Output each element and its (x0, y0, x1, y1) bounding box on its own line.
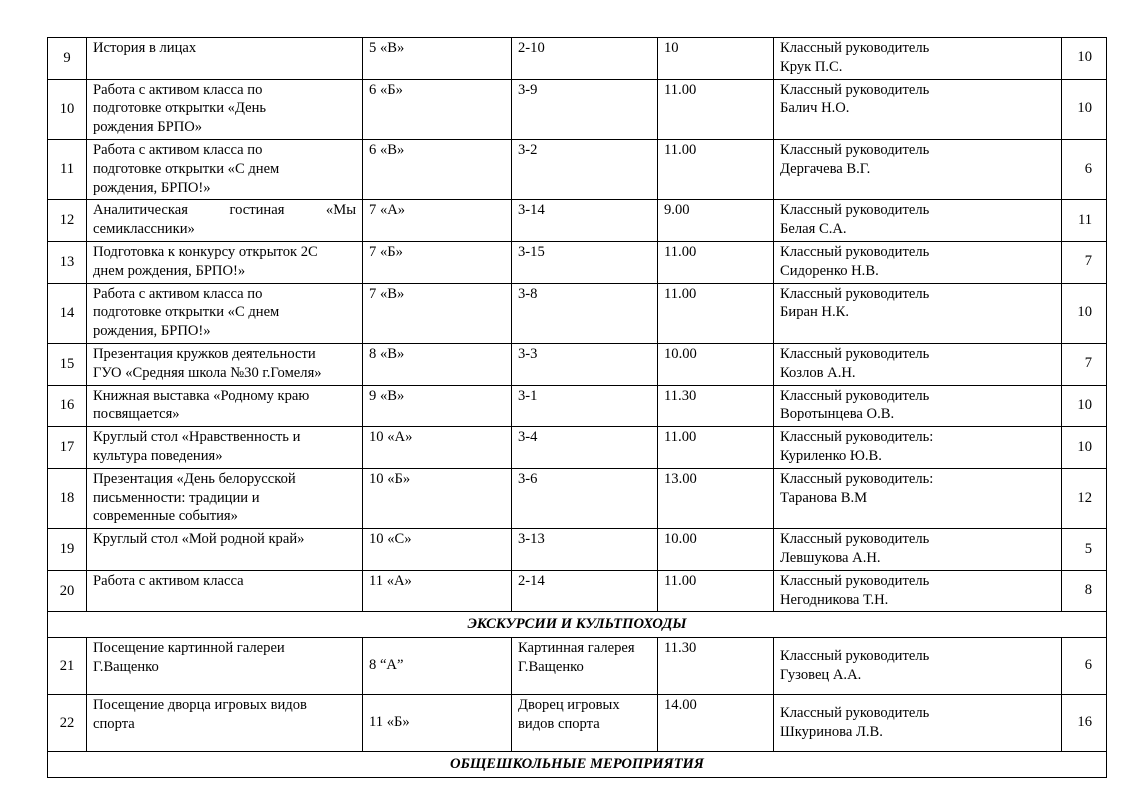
time: 10 (658, 38, 774, 80)
room-line: 3-6 (518, 470, 538, 487)
responsible-line: Козлов А.Н. (780, 364, 856, 381)
row-number: 21 (48, 638, 87, 695)
row-number: 17 (48, 427, 87, 469)
class-name: 10 «Б» (363, 468, 512, 528)
time: 13.00 (658, 468, 774, 528)
responsible (774, 343, 1062, 385)
event-title-line: Подготовка к конкурсу открыток 2С (93, 243, 318, 260)
responsible-line: Дергачева В.Г. (780, 160, 871, 177)
participant-count: 8 (1062, 570, 1107, 612)
room-line: видов спорта (518, 716, 600, 733)
participant-count: 10 (1062, 427, 1107, 469)
row-number: 22 (48, 695, 87, 752)
time: 11.00 (658, 427, 774, 469)
class-name: 7 «А» (363, 200, 512, 242)
row-number: 14 (48, 283, 87, 343)
room-line: 3-8 (518, 285, 538, 302)
room-line: Г.Ващенко (518, 659, 584, 676)
responsible (774, 79, 1062, 139)
event-title-line: посвящается» (93, 406, 180, 423)
class-name: 11 «А» (363, 570, 512, 612)
event-title (87, 38, 363, 80)
responsible-line: Шкуринова Л.В. (780, 723, 883, 740)
responsible-line: Классный руководитель (780, 81, 930, 98)
table-row (48, 139, 1107, 199)
room (512, 343, 658, 385)
time: 10.00 (658, 343, 774, 385)
section-row (48, 612, 1107, 638)
time: 11.00 (658, 79, 774, 139)
participant-count: 11 (1062, 200, 1107, 242)
time: 9.00 (658, 200, 774, 242)
event-title-line: Посещение дворца игровых видов (93, 697, 307, 714)
responsible-line: Классный руководитель (780, 531, 930, 548)
responsible-line: Классный руководитель (780, 387, 930, 404)
event-title-line: Посещение картинной галереи (93, 640, 285, 657)
room (512, 427, 658, 469)
event-title-line: Аналитическая гостиная «Мы (93, 202, 356, 219)
room (512, 283, 658, 343)
event-title (87, 343, 363, 385)
participant-count: 12 (1062, 468, 1107, 528)
responsible-line: Куриленко Ю.В. (780, 447, 882, 464)
room-line: 3-9 (518, 81, 538, 98)
class-name: 8 «В» (363, 343, 512, 385)
class-name: 10 «А» (363, 427, 512, 469)
event-title (87, 529, 363, 571)
event-title-line: спорта (93, 716, 135, 733)
event-title-line: современные события» (93, 508, 238, 525)
event-title (87, 638, 363, 695)
room (512, 695, 658, 752)
responsible-line: Классный руководитель (780, 243, 930, 260)
event-title (87, 200, 363, 242)
class-name: 7 «В» (363, 283, 512, 343)
table-row (48, 570, 1107, 612)
event-title-line: Презентация кружков деятельности (93, 345, 316, 362)
participant-count: 6 (1062, 139, 1107, 199)
section-heading-excursions: ЭКСКУРСИИ И КУЛЬТПОХОДЫ (48, 612, 1107, 638)
class-name: 5 «В» (363, 38, 512, 80)
room-line: 2-14 (518, 572, 545, 589)
table-row (48, 695, 1107, 752)
table-row (48, 468, 1107, 528)
participant-count: 16 (1062, 695, 1107, 752)
room (512, 79, 658, 139)
room-line: Картинная галерея (518, 640, 635, 657)
table-row (48, 79, 1107, 139)
row-number: 15 (48, 343, 87, 385)
responsible (774, 529, 1062, 571)
participant-count: 10 (1062, 79, 1107, 139)
event-title-line: письменности: традиции и (93, 489, 260, 506)
responsible-line: Классный руководитель: (780, 470, 934, 487)
table-row (48, 200, 1107, 242)
responsible-line: Классный руководитель (780, 202, 930, 219)
responsible-line: Классный руководитель (780, 345, 930, 362)
responsible (774, 427, 1062, 469)
room (512, 139, 658, 199)
event-title (87, 695, 363, 752)
responsible (774, 241, 1062, 283)
responsible (774, 200, 1062, 242)
table-row (48, 283, 1107, 343)
responsible (774, 695, 1062, 752)
time: 11.30 (658, 638, 774, 695)
room-line: 3-14 (518, 202, 545, 219)
class-name: 6 «В» (363, 139, 512, 199)
room-line: 3-3 (518, 345, 538, 362)
table-row (48, 529, 1107, 571)
participant-count: 10 (1062, 38, 1107, 80)
room-line: 3-2 (518, 141, 538, 158)
participant-count: 10 (1062, 283, 1107, 343)
schedule-body (48, 38, 1107, 778)
event-title-line: рождения, БРПО!» (93, 179, 211, 196)
row-number: 12 (48, 200, 87, 242)
responsible-line: Гузовец А.А. (780, 666, 862, 683)
class-name: 7 «Б» (363, 241, 512, 283)
class-name: 11 «Б» (363, 695, 512, 752)
room (512, 200, 658, 242)
responsible-line: Белая С.А. (780, 221, 847, 238)
room (512, 38, 658, 80)
participant-count: 5 (1062, 529, 1107, 571)
responsible-line: Балич Н.О. (780, 100, 850, 117)
event-title (87, 468, 363, 528)
event-title-line: рождения, БРПО!» (93, 323, 211, 340)
time: 11.00 (658, 139, 774, 199)
time: 14.00 (658, 695, 774, 752)
participant-count: 7 (1062, 343, 1107, 385)
responsible (774, 638, 1062, 695)
room (512, 638, 658, 695)
responsible-line: Классный руководитель (780, 285, 930, 302)
row-number: 19 (48, 529, 87, 571)
row-number: 9 (48, 38, 87, 80)
row-number: 10 (48, 79, 87, 139)
row-number: 18 (48, 468, 87, 528)
responsible-line: Классный руководитель (780, 572, 930, 589)
room (512, 570, 658, 612)
class-name: 9 «В» (363, 385, 512, 427)
section-row (48, 752, 1107, 778)
room (512, 241, 658, 283)
table-row (48, 385, 1107, 427)
time: 11.00 (658, 570, 774, 612)
time: 11.00 (658, 283, 774, 343)
event-title-line: Работа с активом класса по (93, 81, 263, 98)
event-title-line: Круглый стол «Нравственность и (93, 429, 301, 446)
table-row (48, 343, 1107, 385)
responsible-line: Классный руководитель (780, 705, 930, 722)
event-title-line: Г.Ващенко (93, 659, 159, 676)
responsible (774, 385, 1062, 427)
event-title (87, 427, 363, 469)
responsible-line: Классный руководитель: (780, 429, 934, 446)
responsible-line: Классный руководитель (780, 141, 930, 158)
room-line: 3-15 (518, 243, 545, 260)
class-name: 8 “А” (363, 638, 512, 695)
event-title (87, 241, 363, 283)
responsible-line: Левшукова А.Н. (780, 549, 881, 566)
participant-count: 7 (1062, 241, 1107, 283)
row-number: 20 (48, 570, 87, 612)
table-row (48, 241, 1107, 283)
event-title-line: подготовке открытки «С днем (93, 160, 280, 177)
event-title (87, 283, 363, 343)
event-title-line: Работа с активом класса (93, 572, 244, 589)
room-line: 3-1 (518, 387, 538, 404)
responsible (774, 139, 1062, 199)
event-title-line: днем рождения, БРПО!» (93, 262, 246, 279)
section-heading-school-events: ОБЩЕШКОЛЬНЫЕ МЕРОПРИЯТИЯ (48, 752, 1107, 778)
event-title-line: Работа с активом класса по (93, 285, 263, 302)
table-row (48, 38, 1107, 80)
event-title-line: Презентация «День белорусской (93, 470, 296, 487)
time: 11.30 (658, 385, 774, 427)
event-title-line: Работа с активом класса по (93, 141, 263, 158)
responsible (774, 283, 1062, 343)
row-number: 16 (48, 385, 87, 427)
schedule-table (47, 37, 1107, 778)
event-title (87, 79, 363, 139)
responsible-line: Сидоренко Н.В. (780, 262, 879, 279)
time: 10.00 (658, 529, 774, 571)
class-name: 6 «Б» (363, 79, 512, 139)
event-title-line: Книжная выставка «Родному краю (93, 387, 310, 404)
responsible-line: Таранова В.М (780, 489, 868, 506)
event-title-line: подготовке открытки «С днем (93, 304, 280, 321)
responsible (774, 468, 1062, 528)
event-title (87, 570, 363, 612)
row-number: 11 (48, 139, 87, 199)
room (512, 468, 658, 528)
event-title-line: семиклассники» (93, 221, 195, 238)
responsible-line: Биран Н.К. (780, 304, 849, 321)
responsible-line: Негодникова Т.Н. (780, 591, 889, 608)
responsible (774, 38, 1062, 80)
responsible (774, 570, 1062, 612)
participant-count: 6 (1062, 638, 1107, 695)
responsible-line: Классный руководитель (780, 648, 930, 665)
event-title-line: История в лицах (93, 40, 197, 56)
time: 11.00 (658, 241, 774, 283)
room (512, 385, 658, 427)
room (512, 529, 658, 571)
room-line: 3-13 (518, 531, 545, 548)
class-name: 10 «С» (363, 529, 512, 571)
row-number: 13 (48, 241, 87, 283)
room-line: 2-10 (518, 40, 545, 56)
event-title-line: ГУО «Средняя школа №30 г.Гомеля» (93, 364, 322, 381)
room-line: Дворец игровых (518, 697, 620, 714)
event-title-line: Круглый стол «Мой родной край» (93, 531, 305, 548)
room-line: 3-4 (518, 429, 538, 446)
event-title (87, 139, 363, 199)
participant-count: 10 (1062, 385, 1107, 427)
responsible-line: Классный руководитель (780, 40, 930, 56)
event-title-line: рождения БРПО» (93, 119, 203, 136)
event-title-line: подготовке открытки «День (93, 100, 267, 117)
event-title (87, 385, 363, 427)
event-title-line: культура поведения» (93, 447, 223, 464)
responsible-line: Воротынцева О.В. (780, 406, 895, 423)
table-row (48, 638, 1107, 695)
responsible-line: Крук П.С. (780, 58, 843, 75)
table-row (48, 427, 1107, 469)
